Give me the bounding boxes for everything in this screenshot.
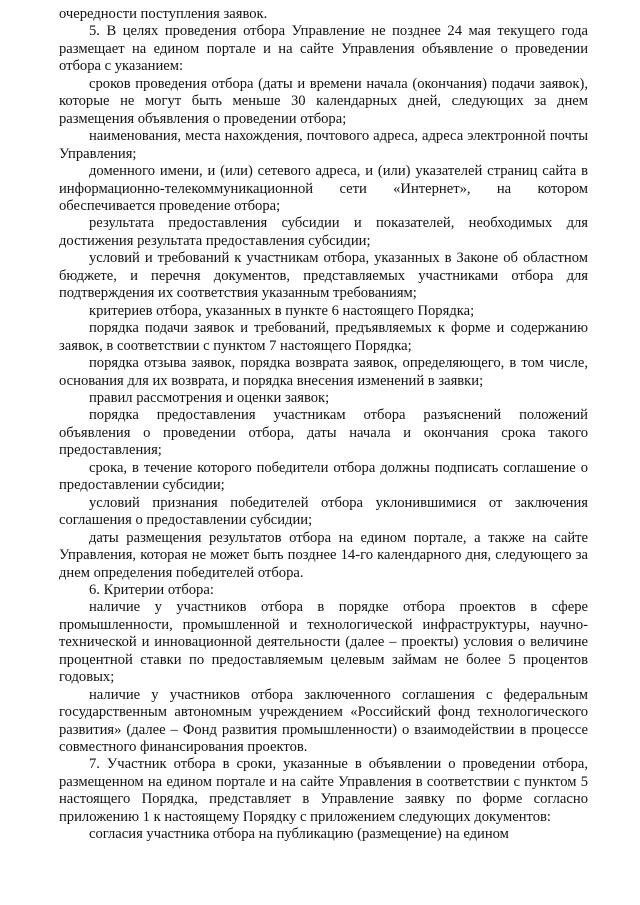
paragraph-result: результата предоставления субсидии и показателей, необходимых для достижения результата предоставления субсидии; — [59, 215, 588, 249]
paragraph-consent: согласия участника отбора на публикацию (размещение) на едином — [89, 826, 509, 843]
paragraph-criterion-1: наличие у участников отбора в порядке отбора проектов в сфере промышленности, промышленной и технологической инфраструктуры, научно-технической и инновационной деятельности (далее – проекты) условия о величине процентной ставки по предоставляемым целевым займам не более 5 процентов годовых; — [59, 599, 588, 686]
paragraph-item-7: 7. Участник отбора в сроки, указанные в объявлении о проведении отбора, размещенном на едином портале и на сайте Управления в соответствии с пунктом 5 настоящего Порядка, представляет в Управление заявку по форме согласно приложению 1 к настоящему Порядку с приложением следующих документов: — [59, 756, 588, 825]
paragraph-terms: сроков проведения отбора (даты и времени начала (окончания) подачи заявок), которые не могут быть меньше 30 календарных дней, следующих за днем размещения объявления о проведении отбора; — [59, 75, 588, 127]
paragraph-conditions: условий и требований к участникам отбора, указанных в Законе об областном бюджете, и перечня документов, представляемых участниками отбора для подтверждения их соответствия указанным требованиям; — [59, 250, 588, 302]
paragraph-item-6: 6. Критерии отбора: — [89, 581, 214, 598]
paragraph-deadline: срока, в течение которого победители отбора должны подписать соглашение о предоставлении субсидии; — [59, 459, 588, 494]
paragraph-name: наименования, места нахождения, почтового адреса, адреса электронной почты Управления; — [59, 128, 588, 162]
paragraph-criterion-2: наличие у участников отбора заключенного соглашения с федеральным государственным автономным учреждением «Российский фонд технологического развития» (далее – Фонд развития промышленности) о взаимодействии в процессе совместного финансирования проектов. — [59, 686, 588, 756]
paragraph-rules: правил рассмотрения и оценки заявок; — [89, 389, 330, 406]
paragraph-continuation: очередности поступления заявок. — [59, 6, 268, 22]
paragraph-domain: доменного имени, и (или) сетевого адреса, и (или) указателей страниц сайта в информационно-телекоммуникационной сети «Интернет», на котором обеспечивается проведение отбора; — [59, 163, 588, 214]
paragraph-item-5: 5. В целях проведения отбора Управление не позднее 24 мая текущего года размещает на едином портале и на сайте Управления объявление о проведении отбора с указанием: — [59, 23, 588, 75]
paragraph-clarifications: порядка предоставления участникам отбора разъяснений положений объявления о проведении отбора, даты начала и окончания срока такого предоставления; — [59, 407, 588, 459]
paragraph-submission: порядка подачи заявок и требований, предъявляемых к форме и содержанию заявок, в соответствии с пунктом 7 настоящего Порядка; — [59, 320, 588, 354]
paragraph-publication-date: даты размещения результатов отбора на едином портале, а также на сайте Управления, которая не может быть позднее 14-го календарного дня, следующего за днем определения победителей отбора. — [59, 529, 588, 581]
paragraph-evasion: условий признания победителей отбора уклонившимися от заключения соглашения о предоставлении субсидии; — [59, 494, 588, 529]
paragraph-withdrawal: порядка отзыва заявок, порядка возврата заявок, определяющего, в том числе, основания для их возврата, и порядка внесения изменений в заявки; — [59, 355, 588, 389]
paragraph-criteria: критериев отбора, указанных в пункте 6 настоящего Порядка; — [89, 302, 475, 319]
